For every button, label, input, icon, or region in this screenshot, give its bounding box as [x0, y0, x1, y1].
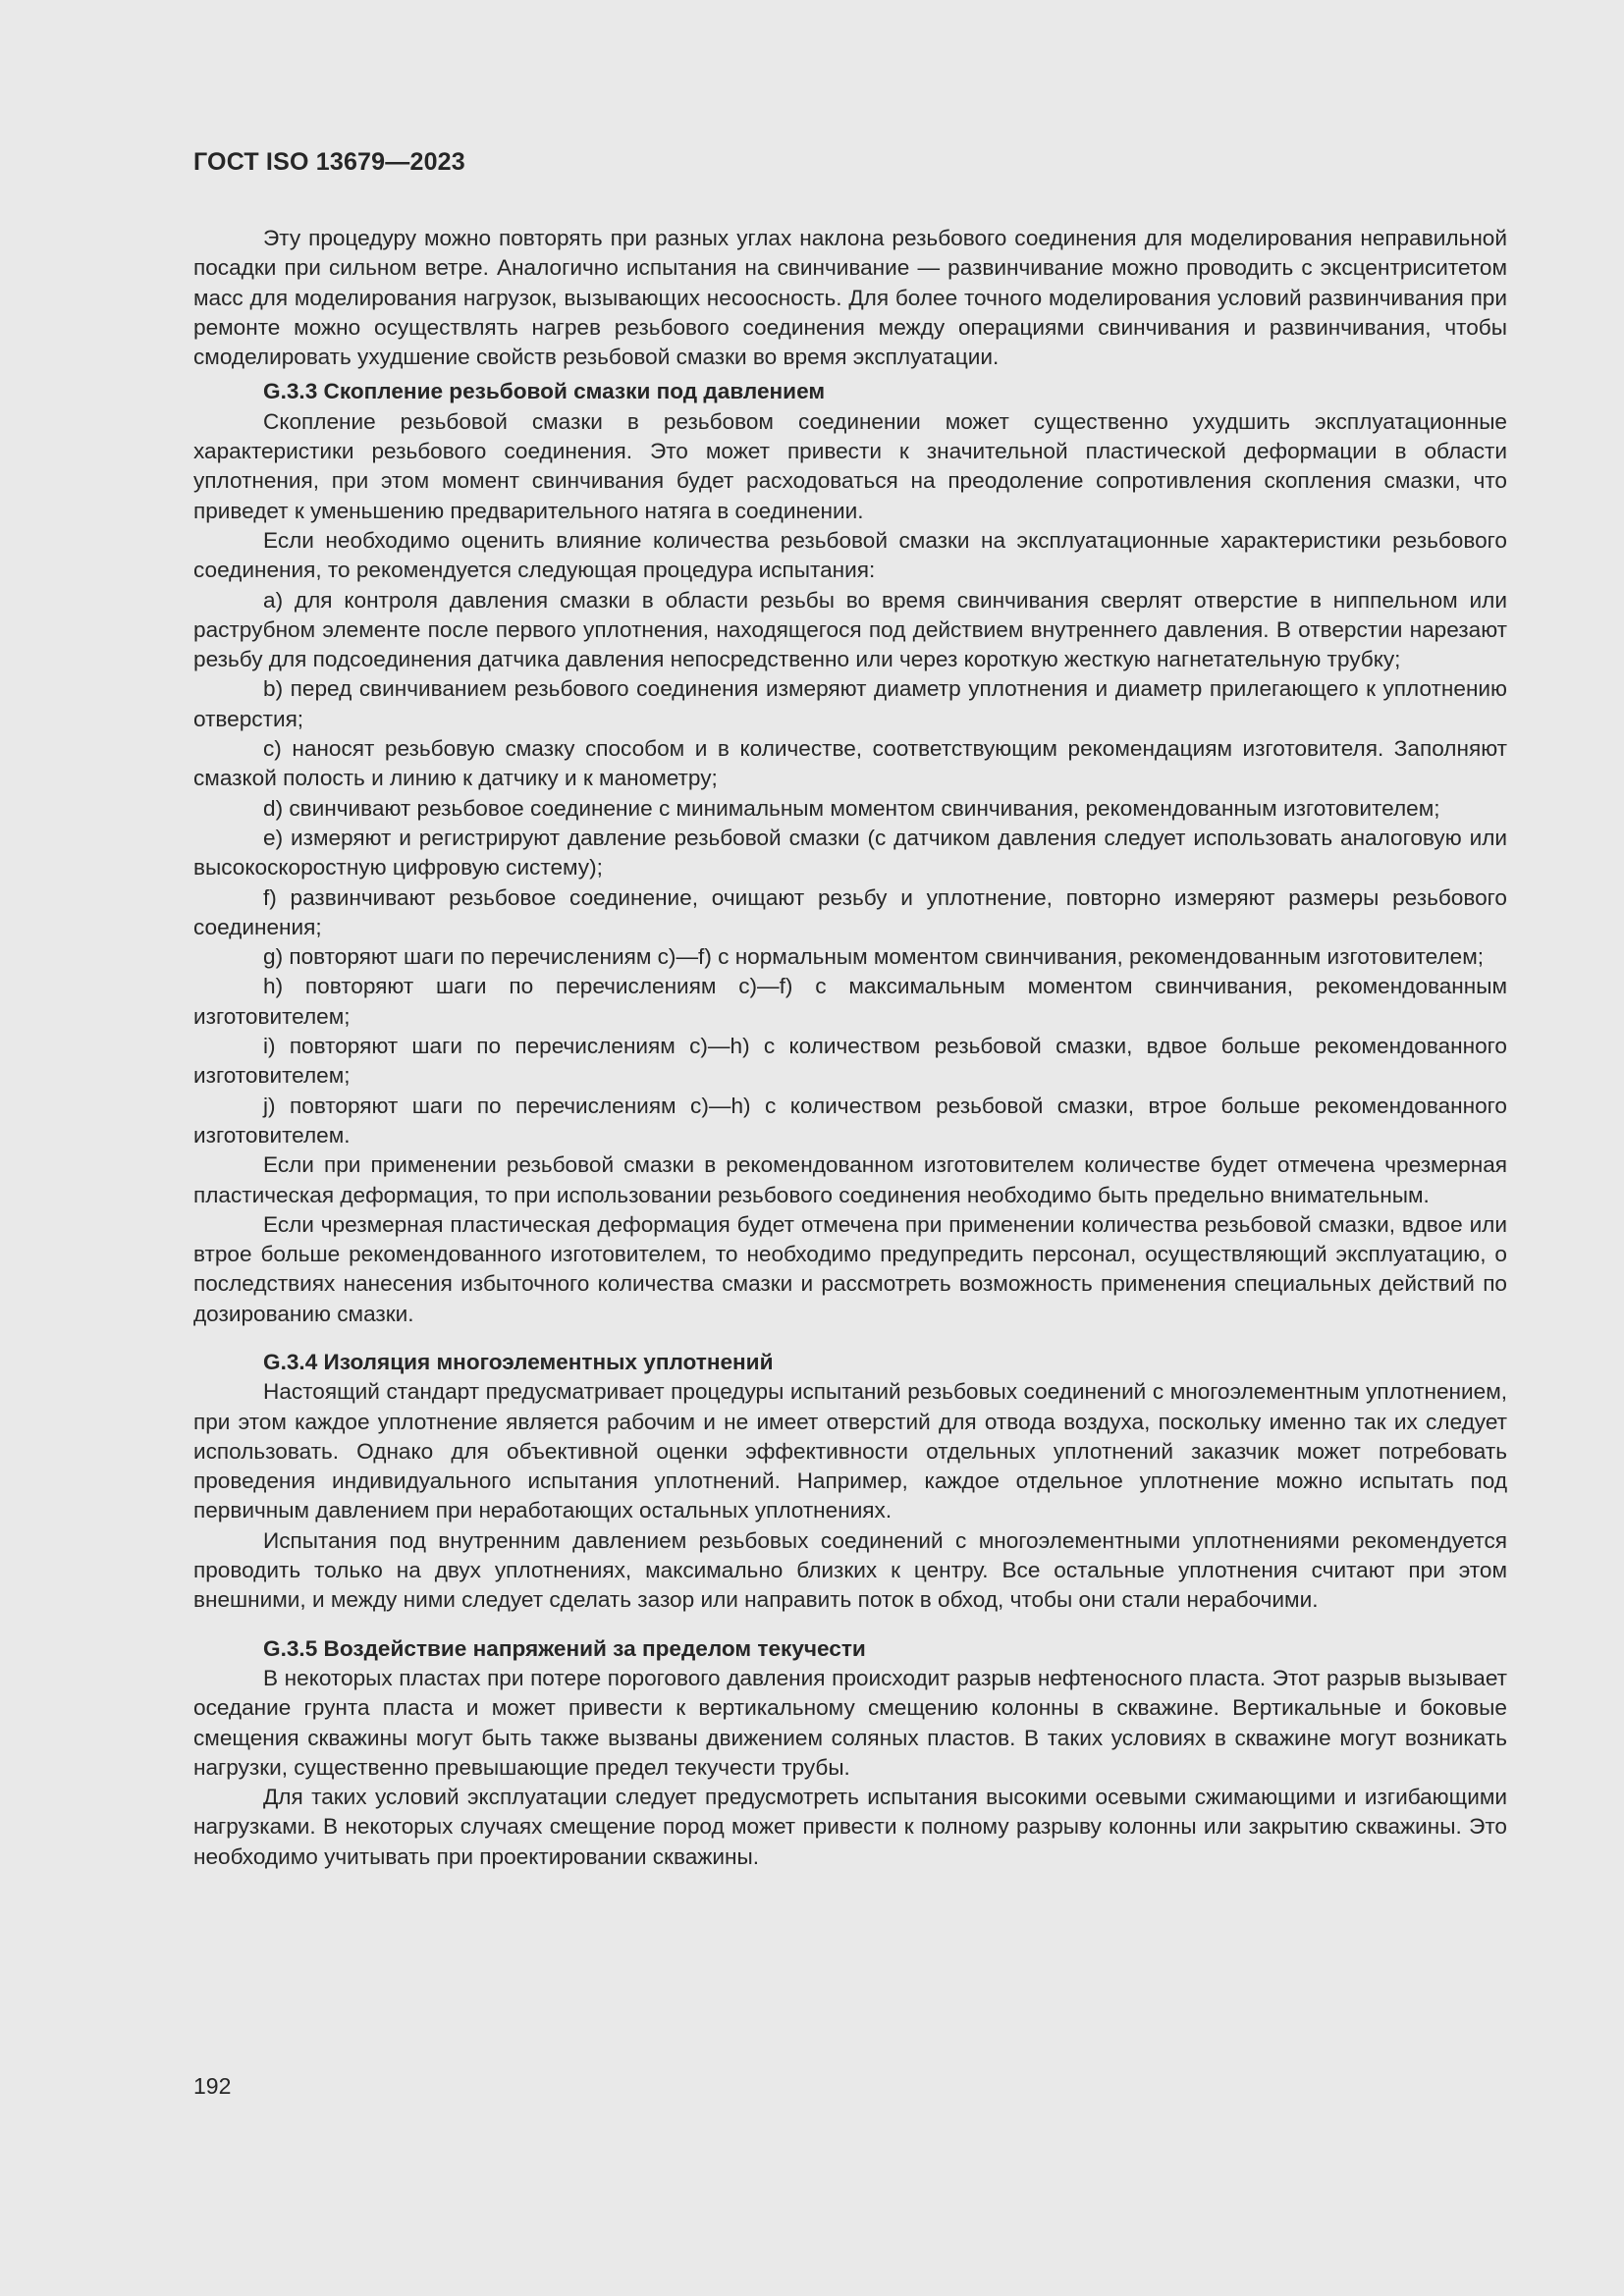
section-g33-paragraph-2: Если необходимо оценить влияние количества резьбовой смазки на эксплуатационные характеристики резьбового соединения, то рекомендуется следующая процедура испытания: [193, 527, 1507, 583]
list-item-i: i) повторяют шаги по перечислениям c)—h) с количеством резьбовой смазки, вдвое больше рекомендованного изготовителем; [193, 1034, 1507, 1089]
section-g35-paragraph-1: В некоторых пластах при потере порогового давления происходит разрыв нефтеносного пласта. Этот разрыв вызывает оседание грунта пласта и может привести к вертикальному смещению колонны в скважине. Вертикальные и боковые смещения скважины могут быть также вызваны движением соляных пластов. В таких условиях в скважине могут возникать нагрузки, существенно превышающие предел текучести трубы. [193, 1665, 1507, 1780]
list-item-c: c) наносят резьбовую смазку способом и в количестве, соответствующим рекомендациям изготовителя. Заполняют смазкой полость и линию к датчику и к манометру; [193, 736, 1507, 791]
document-header: ГОСТ ISO 13679—2023 [193, 148, 465, 176]
section-g35-title: G.3.5 Воздействие напряжений за пределом текучести [263, 1635, 866, 1661]
page-content [193, 224, 1507, 1872]
list-item-d: d) свинчивают резьбовое соединение с минимальным моментом свинчивания, рекомендованным изготовителем; [263, 795, 1440, 821]
section-g33-paragraph-1: Скопление резьбовой смазки в резьбовом соединении может существенно ухудшить эксплуатационные характеристики резьбового соединения. Это может привести к значительной пластической деформации в области уплотнения, при этом момент свинчивания будет расходоваться на преодоление сопротивления скопления смазки, что приведет к уменьшению предварительного натяга в соединении. [193, 408, 1507, 523]
list-item-j: j) повторяют шаги по перечислениям c)—h) с количеством резьбовой смазки, втрое больше рекомендованного изготовителем. [193, 1093, 1507, 1148]
section-g35-paragraph-2: Для таких условий эксплуатации следует предусмотреть испытания высокими осевыми сжимающими и изгибающими нагрузками. В некоторых случаях смещение пород может привести к полному разрыву колонны или закрытию скважины. Это необходимо учитывать при проектировании скважины. [193, 1785, 1507, 1869]
section-g33-title: G.3.3 Скопление резьбовой смазки под давлением [263, 379, 826, 404]
section-g33-paragraph-4: Если чрезмерная пластическая деформация будет отмечена при применении количества резьбовой смазки, вдвое или втрое больше рекомендованного изготовителем, то необходимо предупредить персонал, осуществляющий эксплуатацию, о последствиях нанесения избыточного количества смазки и рассмотреть возможность применения специальных действий по дозированию смазки. [193, 1211, 1507, 1326]
section-g34-paragraph-2: Испытания под внутренним давлением резьбовых соединений с многоэлементными уплотнениями рекомендуется проводить только на двух уплотнениях, максимально близких к центру. Все остальные уплотнения считают при этом внешними, и между ними следует сделать зазор или направить поток в обход, чтобы они стали нерабочими. [193, 1527, 1507, 1613]
section-g33-paragraph-3: Если при применении резьбовой смазки в рекомендованном изготовителем количестве будет отмечена чрезмерная пластическая деформация, то при использовании резьбового соединения необходимо быть предельно внимательным. [193, 1152, 1507, 1207]
list-item-e: e) измеряют и регистрируют давление резьбовой смазки (с датчиком давления следует использовать аналоговую или высокоскоростную цифровую систему); [193, 825, 1507, 881]
page-number: 192 [193, 2073, 232, 2099]
list-item-h: h) повторяют шаги по перечислениям c)—f) с максимальным моментом свинчивания, рекомендованным изготовителем; [193, 974, 1507, 1029]
list-item-f: f) развинчивают резьбовое соединение, очищают резьбу и уплотнение, повторно измеряют размеры резьбового соединения; [193, 884, 1507, 939]
list-item-b: b) перед свинчиванием резьбового соединения измеряют диаметр уплотнения и диаметр прилегающего к уплотнению отверстия; [193, 676, 1507, 731]
section-g34-title: G.3.4 Изоляция многоэлементных уплотнений [263, 1349, 774, 1374]
section-g34-paragraph-1: Настоящий стандарт предусматривает процедуры испытаний резьбовых соединений с многоэлементным уплотнением, при этом каждое уплотнение является рабочим и не имеет отверстий для отвода воздуха, поскольку именно так их следует использовать. Однако для объективной оценки эффективности отдельных уплотнений заказчик может потребовать проведения индивидуального испытания уплотнений. Например, каждое отдельное уплотнение можно испытать под первичным давлением при неработающих остальных уплотнениях. [193, 1379, 1507, 1523]
intro-paragraph: Эту процедуру можно повторять при разных углах наклона резьбового соединения для моделирования неправильной посадки при сильном ветре. Аналогично испытания на свинчивание — развинчивание можно проводить с эксцентриситетом масс для моделирования нагрузок, вызывающих несоосность. Для более точного моделирования условий развинчивания при ремонте можно осуществлять нагрев резьбового соединения между операциями свинчивания и развинчивания, чтобы смоделировать ухудшение свойств резьбовой смазки во время эксплуатации. [193, 226, 1507, 370]
list-item-a: a) для контроля давления смазки в области резьбы во время свинчивания сверлят отверстие в ниппельном или раструбном элементе после первого уплотнения, находящегося под действием внутреннего давления. В отверстии нарезают резьбу для подсоединения датчика давления непосредственно или через короткую жесткую нагнетательную трубку; [193, 587, 1507, 672]
list-item-g: g) повторяют шаги по перечислениям c)—f) с нормальным моментом свинчивания, рекомендованным изготовителем; [263, 944, 1485, 970]
